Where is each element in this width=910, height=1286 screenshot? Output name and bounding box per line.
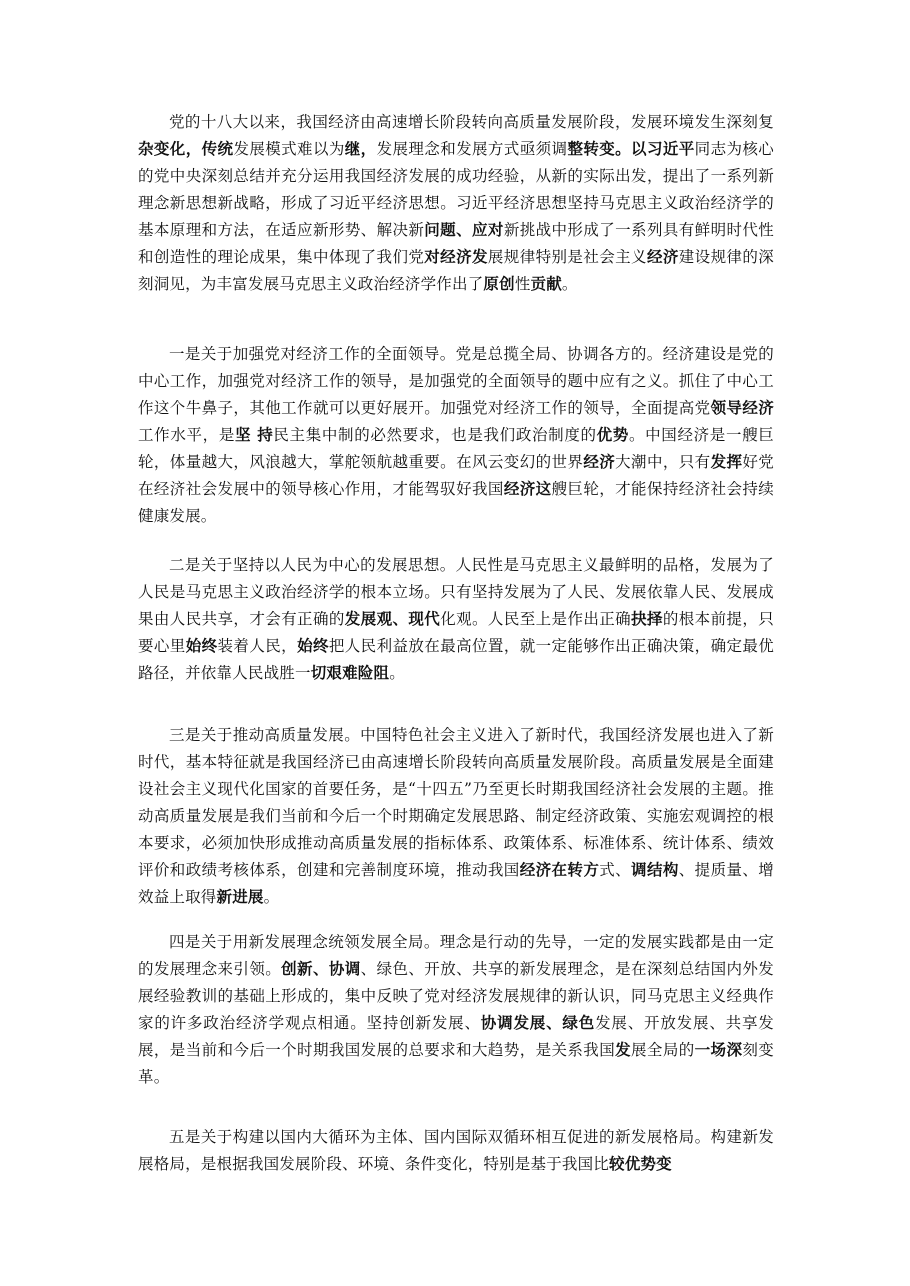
bold-text-run: 杂变化，传统	[138, 140, 234, 158]
text-run: 式、	[599, 861, 632, 879]
paragraph-new-development-pattern	[138, 1124, 774, 1178]
bold-text-run: 较优势变	[609, 1155, 672, 1173]
text-run: 装着人民，	[217, 637, 298, 655]
bold-text-run: 问题、应对	[424, 221, 504, 239]
text-run: 展规律特别是社会主义	[487, 248, 647, 266]
text-run: 性	[514, 275, 531, 293]
bold-text-run: 发展观、现代	[344, 610, 441, 628]
text-run: 同志为核心的党中央深刻总结并充分运用我国经济发展的成功经验，从新的实际出发，提出了一系列新理念新思想新战略，形成了习近平经济思想。习近平经济思想坚持马克思主义政治经济学的基本原理和方法，在适应新形势、解决新	[138, 140, 774, 239]
text-run: 好党在经济社会发展中的领导核心作用，才能驾驭好我国	[138, 453, 774, 498]
bold-text-run: 领导经济	[710, 399, 774, 417]
text-run: 建设规律的深刻洞见，为丰富发展马克思主义政治经济学作出了	[138, 248, 774, 293]
bold-text-run: 一场深	[694, 1041, 743, 1059]
text-run: 发展模式难以为	[233, 140, 345, 158]
text-run: 三是关于推动高质量发展。中国特色社会主义进入了新时代，我国经济发展也进入了新时代，基本特征就是我国经济已由高速增长阶段转向高质量发展阶段。高质量发展是全面建设社会主义现代化国家的首要任务，是“十四五”乃至更长时期我国经济社会发展的主题。推动高质量发展是我们当前和今后一个时期确定发展思路、制定经济政策、实施宏观调控的根本要求，必须加快形成推动高质量发展的指标体系、政策体系、标准体系、统计体系、绩效评价和政绩考核体系，创建和完善制度环境，推动我国	[138, 726, 774, 879]
bold-text-run: 发	[615, 1041, 632, 1059]
text-run: 。中国经济是一艘巨轮，体量越大，风浪越大，掌舵领航越重要。在风云变幻的世界	[138, 426, 774, 471]
text-run: 发展理念和发展方式亟须调	[376, 140, 568, 158]
bold-text-run: 发挥	[710, 453, 743, 471]
bold-text-run: 坚 持	[234, 426, 274, 444]
bold-text-run: 调结构	[631, 861, 679, 879]
bold-text-run: 对经济发	[424, 248, 488, 266]
text-run: 党的十八大以来，我国经济由高速增长阶段转向高质量发展阶段，发展环境发生深刻复	[169, 113, 774, 131]
text-run: 工作水平，是	[138, 426, 235, 444]
paragraph-party-leadership	[138, 341, 774, 530]
bold-text-run: 经济	[646, 248, 679, 266]
bold-text-run: 始终	[185, 637, 218, 655]
text-run: 刻变革。	[138, 1041, 774, 1086]
paragraph-people-centered	[138, 552, 774, 687]
text-run: 、绿色、开放、共享的新发展理念，是在深刻总结国内外发展经验教训的基础上形成的，集中反映了党对经济发展规律的新认识，同马克思主义经典作家的许多政治经济学观点相通。坚持创新发展、	[138, 960, 774, 1032]
text-run: 发展、开放发展、共享发展，是当前和今后一个时期我国发展的总要求和大趋势，是关系我国	[138, 1014, 774, 1059]
bold-text-run: 抉择	[631, 610, 663, 628]
text-run: 、提质量、增效益上取得	[138, 861, 774, 906]
paragraph-intro	[138, 109, 774, 298]
text-run: 大潮中，只有	[615, 453, 711, 471]
bold-text-run: 创新、协调	[281, 960, 361, 978]
bold-text-run: 切艰难险阻	[310, 664, 390, 682]
text-run: 艘巨轮，才能保持经济社会持续健康发展。	[138, 480, 774, 525]
bold-text-run: 原创	[483, 275, 515, 293]
bold-text-run: 新进展	[216, 888, 264, 906]
text-run: 新挑战中形成了一系列具有鲜明时代性和创造性的理论成果，集中体现了我们党	[138, 221, 774, 266]
text-run: 一是关于加强党对经济工作的全面领导。党是总揽全局、协调各方的。经济建设是党的中心工作，加强党对经济工作的领导，是加强党的全面领导的题中应有之义。抓住了中心工作这个牛鼻子，其他工作就可以更好展开。加强党对经济工作的领导，全面提高党	[138, 345, 774, 417]
text-run: 二是关于坚持以人民为中心的发展思想。人民性是马克思主义最鲜明的品格，发展为了人民是马克思主义政治经济学的根本立场。只有坚持发展为了人民、发展依靠人民、发展成果由人民共享，才会有正确的	[138, 556, 774, 628]
bold-text-run: 经济在转方	[519, 861, 600, 879]
text-run: 四是关于用新发展理念统领发展全局。理念是行动的先导，一定的发展实践都是由一定的发展理念来引领。	[138, 933, 774, 978]
text-run: 的根本前提，只要心里	[138, 610, 775, 655]
bold-text-run: 经济这	[503, 480, 552, 498]
bold-text-run: 经济	[583, 453, 616, 471]
paragraph-new-development-philosophy	[138, 929, 774, 1091]
bold-text-run: 始终	[297, 637, 329, 655]
bold-text-run: 协调发展、绿色	[480, 1014, 596, 1032]
text-run: 展全局的	[631, 1041, 695, 1059]
text-run: 。	[561, 275, 578, 293]
text-run: 。	[263, 888, 280, 906]
text-run: 五是关于构建以国内大循环为主体、国内国际双循环相互促进的新发展格局。构建新发展格局，是根据我国发展阶段、环境、条件变化，特别是基于我国比	[138, 1128, 774, 1173]
paragraph-high-quality-development	[138, 722, 774, 911]
bold-text-run: 整转变。以习近平	[567, 140, 695, 158]
text-run: 民主集中制的必然要求，也是我们政治制度的	[273, 426, 597, 444]
text-run: 把人民利益放在最高位置，就一定能够作出正确决策，确定最优路径，并依靠人民战胜一	[138, 637, 774, 682]
bold-text-run: 贡献	[530, 275, 562, 293]
text-run: 化观。人民至上是作出正确	[440, 610, 632, 628]
bold-text-run: 继，	[344, 140, 377, 158]
bold-text-run: 优势	[596, 426, 629, 444]
text-run: 。	[389, 664, 405, 682]
